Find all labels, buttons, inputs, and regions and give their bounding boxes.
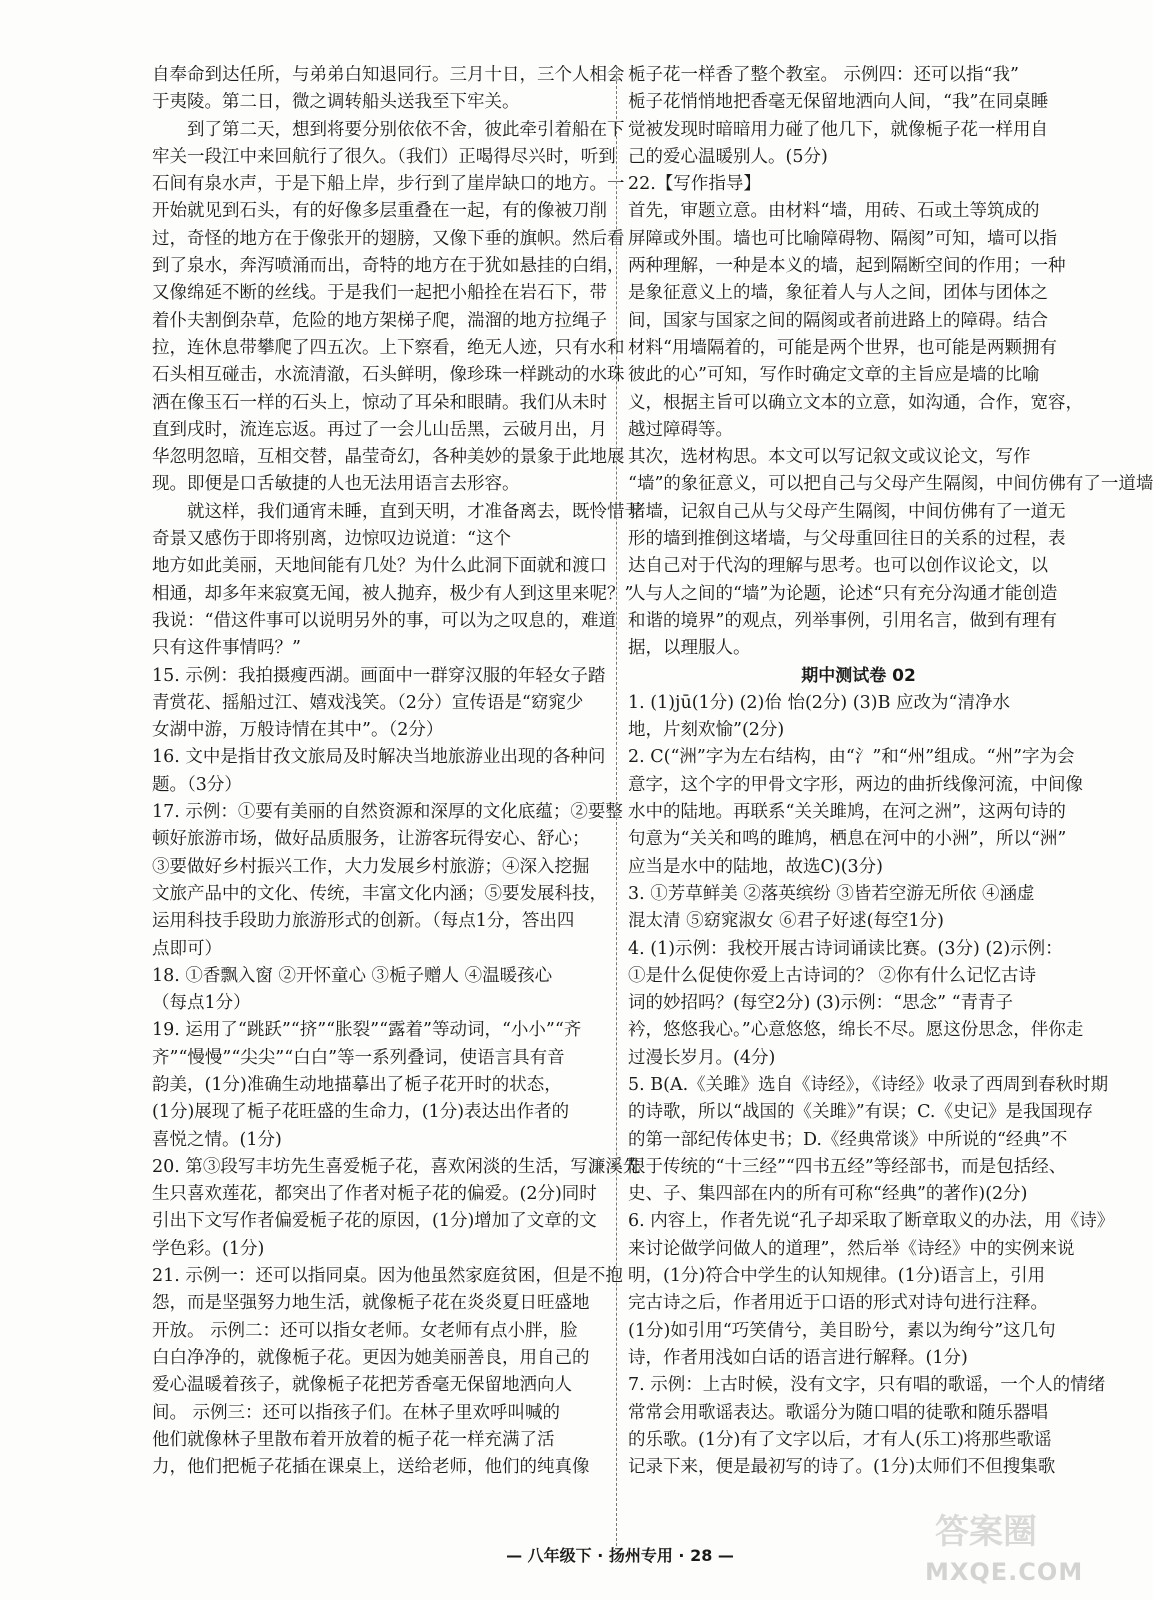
text-line: 首先，审题立意。由材料“墙，用砖、石或土等筑成的 — [628, 201, 1040, 222]
text-line: 点即可） — [152, 938, 222, 959]
text-line: 生只喜欢莲花，都突出了作者对栀子花的偏爱。(2分)同时 — [152, 1184, 597, 1205]
text-line: 己的爱心温暖别人。(5分) — [628, 146, 828, 167]
text-line: ③要做好乡村振兴工作，大力发展乡村旅游；④深入挖掘 — [152, 856, 590, 877]
text-line: 堵墙，记叙自己从与父母产生隔阂，中间仿佛有了一道无 — [628, 501, 1066, 522]
text-line: 觉被发现时暗暗用力碰了他几下，就像栀子花一样用自 — [628, 119, 1048, 140]
text-line: 19. 运用了“跳跃”“挤”“胀裂”“露着”等动词，“小小”“齐 — [152, 1020, 582, 1041]
text-line: 明，(1分)符合中学生的认知规律。(1分)语言上，引用 — [628, 1266, 1046, 1287]
text-line: ①是什么促使你爱上古诗词的？ ②你有什么记忆古诗 — [628, 965, 1037, 986]
text-line: 到了第二天，想到将要分别依依不舍，彼此牵引着船在下 — [187, 119, 625, 140]
text-line: 21. 示例一：还可以指同桌。因为他虽然家庭贫困，但是不抱 — [152, 1266, 623, 1287]
text-line: 于夷陵。第二日，微之调转船头送我至下牢关。 — [152, 92, 520, 113]
text-line: 17. 示例：①要有美丽的自然资源和深厚的文化底蕴；②要整 — [152, 802, 623, 823]
left-column — [152, 62, 642, 1481]
watermark-url: MXQE.COM — [925, 1558, 1084, 1586]
text-line: 地方如此美丽，天地间能有几处？为什么此洞下面就和渡口 — [152, 556, 607, 577]
text-line: (1分)展现了栀子花旺盛的生命力，(1分)表达出作者的 — [152, 1102, 570, 1123]
text-line: 2. C(“洲”字为左右结构，由“氵”和“州”组成。“州”字为会 — [628, 747, 1075, 768]
text-line: 运用科技手段助力旅游形式的创新。（每点1分，答出四 — [152, 911, 575, 932]
text-line: 爱心温暖着孩子，就像栀子花把芳香毫无保留地洒向人 — [152, 1375, 572, 1396]
text-line: 18. ①香飘入窗 ②开怀童心 ③栀子赠人 ④温暖孩心 — [152, 965, 553, 986]
text-line: 齐”“慢慢”“尖尖”“白白”等一系列叠词，使语言具有音 — [152, 1047, 565, 1068]
text-line: 开放。 示例二：还可以指女老师。女老师有点小胖，脸 — [152, 1320, 578, 1341]
text-line: 华忽明忽暗，互相交替，晶莹奇幻，各种美妙的景象于此地展 — [152, 447, 625, 468]
text-line: 常常会用歌谣表达。歌谣分为随口唱的徒歌和随乐器唱 — [628, 1402, 1048, 1423]
text-line: 20. 第③段写丰坊先生喜爱栀子花，喜欢闲淡的生活，写濂溪先 — [152, 1156, 641, 1177]
text-line: 间，国家与国家之间的隔阂或者前进路上的障碍。结合 — [628, 310, 1048, 331]
text-line: 混太清 ⑤窈窕淑女 ⑥君子好逑(每空1分) — [628, 911, 944, 932]
text-line: 15. 示例：我拍摄瘦西湖。画面中一群穿汉服的年轻女子踏 — [152, 665, 606, 686]
text-line: 相通，却多年来寂寞无闻，被人抛弃，极少有人到这里来呢？” — [152, 583, 634, 604]
text-line: 是象征意义上的墙，象征着人与人之间，团体与团体之 — [628, 283, 1048, 304]
text-line: 达自己对于代沟的理解与思考。也可以创作议论文，以 — [628, 556, 1048, 577]
text-line: 形的墙到推倒这堵墙，与父母重回往日的关系的过程，表 — [628, 529, 1066, 550]
text-line: 现。即便是口舌敏捷的人也无法用语言去形容。 — [152, 474, 520, 495]
text-line: 3. ①芳草鲜美 ②落英缤纷 ③皆若空游无所依 ④涵虚 — [628, 883, 1035, 904]
text-line: 完古诗之后，作者用近于口语的形式对诗句进行注释。 — [628, 1293, 1048, 1314]
text-line: 其次，选材构思。本文可以写记叙文或议论文，写作 — [628, 447, 1031, 468]
text-line: 就这样，我们通宵未睡，直到天明，才准备离去，既怜惜于 — [187, 501, 642, 522]
text-line: 着仆夫割倒杂草，危险的地方架梯子爬，湍溜的地方拉绳子 — [152, 310, 607, 331]
text-line: 记录下来，便是最初写的诗了。(1分)太师们不但搜集歌 — [628, 1457, 1056, 1478]
text-line: 义，根据主旨可以确立文本的立意，如沟通，合作，宽容， — [628, 392, 1083, 413]
text-line: 7. 示例：上古时候，没有文字，只有唱的歌谣，一个人的情绪 — [628, 1375, 1106, 1396]
text-line: 力，他们把栀子花插在课桌上，送给老师，他们的纯真像 — [152, 1457, 590, 1478]
text-line: 词的妙招吗？(每空2分) (3)示例：“思念” “青青子 — [628, 993, 1014, 1014]
column-divider — [616, 66, 617, 1546]
text-line: 学色彩。(1分) — [152, 1238, 265, 1259]
text-line: 间。 示例三：还可以指孩子们。在林子里欢呼叫喊的 — [152, 1402, 561, 1423]
text-line: 又像绵延不断的丝线。于是我们一起把小船拴在岩石下，带 — [152, 283, 607, 304]
text-line: 材料“用墙隔着的，可能是两个世界，也可能是两颗拥有 — [628, 337, 1057, 358]
text-line: (1分)如引用“巧笑倩兮，美目盼兮，素以为绚兮”这几句 — [628, 1320, 1056, 1341]
text-line: 引出下文写作者偏爱栀子花的原因，(1分)增加了文章的文 — [152, 1211, 597, 1232]
text-line: 拉，连休息带攀爬了四五次。上下察看，绝无人迹，只有水和 — [152, 337, 625, 358]
text-line: 屏障或外围。墙也可比喻障碍物、隔阂”可知，墙可以指 — [628, 228, 1057, 249]
text-line: 地，片刻欢愉”(2分) — [628, 720, 785, 741]
text-line: 我说：“借这件事可以说明另外的事，可以为之叹息的，难道 — [152, 610, 616, 631]
text-line: 牢关一段江中来回航行了很久。（我们）正喝得尽兴时，听到 — [152, 146, 616, 167]
text-line: 石头相互碰击，水流清澈，石头鲜明，像珍珠一样跳动的水珠 — [152, 365, 625, 386]
text-line: 意字，这个字的甲骨文字形，两边的曲折线像河流，中间像 — [628, 774, 1083, 795]
section-heading: 期中测试卷 02 — [801, 665, 916, 686]
text-line: 开始就见到石头，有的好像多层重叠在一起，有的像被刀削 — [152, 201, 607, 222]
text-line: 栀子花悄悄地把香毫无保留地洒向人间，“我”在同桌睡 — [628, 92, 1049, 113]
text-line: 到了泉水，奔泻喷涌而出，奇特的地方在于犹如悬挂的白绢， — [152, 256, 625, 277]
text-line: 和谐的境界”的观点，列举事例，引用名言，做到有理有 — [628, 610, 1057, 631]
text-line: 顿好旅游市场，做好品质服务，让游客玩得安心、舒心； — [152, 829, 590, 850]
watermark-cn: 答案圈 — [935, 1512, 1037, 1552]
text-line: 韵美，(1分)准确生动地描摹出了栀子花开时的状态， — [152, 1074, 562, 1095]
text-line: 直到戌时，流连忘返。再过了一会儿山岳黑，云破月出，月 — [152, 419, 607, 440]
text-line: 史、子、集四部在内的所有可称“经典”的著作)(2分) — [628, 1184, 1028, 1205]
text-line: 彼此的心”可知，写作时确定文章的主旨应是墙的比喻 — [628, 365, 1040, 386]
text-line: 1. (1)jū(1分) (2)佁 怡(2分) (3)B 应改为“清净水 — [628, 692, 1010, 713]
page-footer: — 八年级下 · 扬州专用 · 28 — — [506, 1546, 734, 1565]
text-line: 青赏花、摇船过江、嬉戏浅笑。（2分）宣传语是“窈窕少 — [152, 692, 584, 713]
text-line: 5. B(A.《关雎》选自《诗经》，《诗经》收录了西周到春秋时期 — [628, 1074, 1109, 1095]
text-line: 女湖中游，万般诗情在其中”。（2分） — [152, 720, 444, 741]
text-line: 过，奇怪的地方在于像张开的翅膀，又像下垂的旗帜。然后看 — [152, 228, 625, 249]
text-line: 6. 内容上，作者先说“孔子却采取了断章取义的办法，用《诗》 — [628, 1211, 1115, 1232]
text-line: 题。（3分） — [152, 774, 242, 795]
text-line: 文旅产品中的文化、传统，丰富文化内涵；⑤要发展科技， — [152, 883, 607, 904]
text-line: 过漫长岁月。(4分) — [628, 1047, 776, 1068]
text-line: 16. 文中是指甘孜文旅局及时解决当地旅游业出现的各种问 — [152, 747, 606, 768]
text-line: 栀子花一样香了整个教室。 示例四：还可以指“我” — [628, 65, 1019, 85]
text-line: 应当是水中的陆地，故选C)(3分) — [628, 856, 884, 877]
text-line: 怨，而是坚强努力地生活，就像栀子花在炎炎夏日旺盛地 — [152, 1293, 590, 1314]
text-line: 水中的陆地。再联系“关关雎鸠，在河之洲”，这两句诗的 — [628, 802, 1066, 823]
text-line: 据，以理服人。 — [628, 638, 751, 659]
text-line: 22.【写作指导】 — [628, 174, 761, 195]
right-column — [628, 62, 1153, 1481]
text-line: （每点1分） — [152, 993, 251, 1014]
text-line: 衿，悠悠我心。”心意悠悠，绵长不尽。愿这份思念，伴你走 — [628, 1020, 1084, 1041]
text-line: 洒在像玉石一样的石头上，惊动了耳朵和眼睛。我们从未时 — [152, 392, 607, 413]
text-line: 白白净净的，就像栀子花。更因为她美丽善良，用自己的 — [152, 1347, 590, 1368]
text-line: 他们就像林子里散布着开放着的栀子花一样充满了活 — [152, 1429, 555, 1450]
text-line: 只有这件事情吗？” — [152, 638, 301, 659]
text-line: 来讨论做学问做人的道理”，然后举《诗经》中的实例来说 — [628, 1238, 1075, 1259]
text-line: 奇景又感伤于即将别离，边惊叹边说道：“这个 — [152, 529, 511, 550]
text-line: 句意为“关关和鸣的雎鸠，栖息在河中的小洲”，所以“洲” — [628, 829, 1067, 850]
text-line: 的乐歌。(1分)有了文字以后，才有人(乐工)将那些歌谣 — [628, 1429, 1052, 1450]
text-line: 自奉命到达任所，与弟弟白知退同行。三月十日，三个人相会 — [152, 65, 625, 85]
text-line: 石间有泉水声，于是下船上岸，步行到了崖岸缺口的地方。一 — [152, 174, 625, 195]
text-line: 4. (1)示例：我校开展古诗词诵读比赛。(3分) (2)示例： — [628, 938, 1063, 959]
text-line: 越过障碍等。 — [628, 419, 733, 440]
text-line: 诗，作者用浅如白话的语言进行解释。(1分) — [628, 1347, 968, 1368]
watermark-logo — [917, 1502, 1084, 1592]
text-line: 的第一部纪传体史书；D.《经典常谈》中所说的“经典”不 — [628, 1129, 1068, 1150]
text-line: 限于传统的“十三经”“四书五经”等经部书，而是包括经、 — [628, 1156, 1067, 1177]
text-line: 人与人之间的“墙”为论题，论述“只有充分沟通才能创造 — [628, 583, 1058, 604]
text-line: 的诗歌，所以“战国的《关雎》”有误；C.《史记》是我国现存 — [628, 1102, 1093, 1123]
text-line: 两种理解，一种是本义的墙，起到隔断空间的作用；一种 — [628, 256, 1066, 277]
text-line: 喜悦之情。(1分) — [152, 1129, 282, 1150]
text-line: “墙”的象征意义，可以把自己与父母产生隔阂，中间仿佛有了一道墙 — [628, 474, 1153, 495]
